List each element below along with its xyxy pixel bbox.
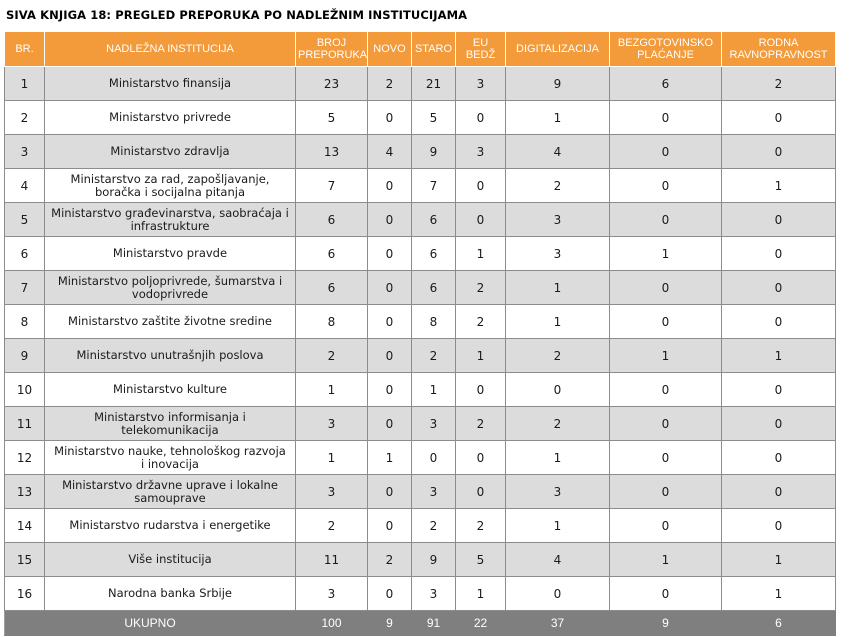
cell-institution: Ministarstvo državne uprave i lokalne samouprave [45, 475, 296, 509]
cell-bez: 0 [610, 169, 722, 203]
header-bezgotovinsko: BEZGOTOVINSKO PLAĆANJE [610, 32, 722, 67]
cell-br: 11 [5, 407, 45, 441]
cell-novo: 0 [368, 339, 412, 373]
cell-rodna: 0 [722, 101, 836, 135]
cell-dig: 1 [506, 441, 610, 475]
cell-bez: 1 [610, 543, 722, 577]
cell-institution: Ministarstvo nauke, tehnološkog razvoja i inovacija [45, 441, 296, 475]
cell-br: 1 [5, 67, 45, 101]
cell-bez: 1 [610, 339, 722, 373]
cell-dig: 1 [506, 271, 610, 305]
cell-bez: 0 [610, 305, 722, 339]
header-eu-bedz: EU BEDŽ [456, 32, 506, 67]
cell-institution: Ministarstvo finansija [45, 67, 296, 101]
cell-broj: 6 [296, 271, 368, 305]
cell-rodna: 0 [722, 373, 836, 407]
cell-broj: 23 [296, 67, 368, 101]
cell-br: 5 [5, 203, 45, 237]
table-row [5, 135, 836, 169]
table-row [5, 577, 836, 611]
cell-eu: 0 [456, 169, 506, 203]
cell-novo: 0 [368, 203, 412, 237]
cell-broj: 8 [296, 305, 368, 339]
cell-broj: 6 [296, 203, 368, 237]
cell-staro: 6 [412, 237, 456, 271]
cell-institution: Ministarstvo pravde [45, 237, 296, 271]
cell-broj: 2 [296, 339, 368, 373]
total-row [5, 611, 836, 636]
cell-rodna: 1 [722, 339, 836, 373]
cell-br: 16 [5, 577, 45, 611]
cell-rodna: 0 [722, 305, 836, 339]
table-row [5, 67, 836, 101]
cell-novo: 0 [368, 169, 412, 203]
cell-dig: 3 [506, 237, 610, 271]
cell-institution: Ministarstvo kulture [45, 373, 296, 407]
cell-bez: 0 [610, 271, 722, 305]
cell-bez: 0 [610, 407, 722, 441]
cell-rodna: 0 [722, 237, 836, 271]
cell-rodna: 2 [722, 67, 836, 101]
table-row [5, 305, 836, 339]
header-broj-preporuka: BROJ PREPORUKA [296, 32, 368, 67]
cell-dig: 1 [506, 509, 610, 543]
cell-novo: 0 [368, 271, 412, 305]
cell-institution: Ministarstvo poljoprivrede, šumarstva i vodoprivrede [45, 271, 296, 305]
cell-br: 15 [5, 543, 45, 577]
table-row [5, 441, 836, 475]
header-staro: STARO [412, 32, 456, 67]
cell-eu: 3 [456, 67, 506, 101]
table-row [5, 271, 836, 305]
cell-eu: 0 [456, 441, 506, 475]
cell-bez: 0 [610, 441, 722, 475]
cell-staro: 9 [412, 135, 456, 169]
table-row [5, 203, 836, 237]
cell-bez: 6 [610, 67, 722, 101]
cell-novo: 0 [368, 577, 412, 611]
cell-institution: Ministarstvo unutrašnjih poslova [45, 339, 296, 373]
cell-dig: 2 [506, 339, 610, 373]
cell-eu: 2 [456, 271, 506, 305]
cell-rodna: 1 [722, 543, 836, 577]
cell-eu: 3 [456, 135, 506, 169]
table-row [5, 407, 836, 441]
cell-dig: 1 [506, 101, 610, 135]
cell-rodna: 0 [722, 135, 836, 169]
cell-broj: 1 [296, 441, 368, 475]
cell-eu: 1 [456, 339, 506, 373]
header-row [5, 32, 836, 67]
cell-eu: 0 [456, 373, 506, 407]
total-novo: 9 [368, 611, 412, 636]
cell-novo: 0 [368, 101, 412, 135]
cell-novo: 4 [368, 135, 412, 169]
recommendations-table [4, 31, 836, 636]
cell-institution: Ministarstvo privrede [45, 101, 296, 135]
cell-broj: 7 [296, 169, 368, 203]
cell-institution: Ministarstvo rudarstva i energetike [45, 509, 296, 543]
cell-br: 6 [5, 237, 45, 271]
table-row [5, 373, 836, 407]
cell-broj: 3 [296, 407, 368, 441]
cell-dig: 1 [506, 305, 610, 339]
cell-novo: 0 [368, 475, 412, 509]
cell-eu: 5 [456, 543, 506, 577]
cell-bez: 1 [610, 237, 722, 271]
header-digitalizacija: DIGITALIZACIJA [506, 32, 610, 67]
total-broj: 100 [296, 611, 368, 636]
cell-novo: 0 [368, 237, 412, 271]
cell-dig: 9 [506, 67, 610, 101]
total-staro: 91 [412, 611, 456, 636]
cell-novo: 0 [368, 305, 412, 339]
total-rodna: 6 [722, 611, 836, 636]
cell-rodna: 0 [722, 441, 836, 475]
cell-dig: 0 [506, 373, 610, 407]
cell-br: 9 [5, 339, 45, 373]
cell-bez: 0 [610, 135, 722, 169]
cell-eu: 0 [456, 475, 506, 509]
cell-eu: 0 [456, 203, 506, 237]
cell-bez: 0 [610, 373, 722, 407]
cell-eu: 2 [456, 305, 506, 339]
total-label: UKUPNO [5, 611, 296, 636]
cell-staro: 3 [412, 407, 456, 441]
cell-eu: 1 [456, 577, 506, 611]
cell-br: 3 [5, 135, 45, 169]
cell-institution: Ministarstvo zaštite životne sredine [45, 305, 296, 339]
cell-novo: 2 [368, 543, 412, 577]
cell-eu: 1 [456, 237, 506, 271]
cell-staro: 6 [412, 203, 456, 237]
cell-novo: 1 [368, 441, 412, 475]
cell-br: 4 [5, 169, 45, 203]
cell-rodna: 1 [722, 169, 836, 203]
cell-rodna: 1 [722, 577, 836, 611]
cell-staro: 21 [412, 67, 456, 101]
cell-institution: Ministarstvo zdravlja [45, 135, 296, 169]
cell-broj: 2 [296, 509, 368, 543]
cell-novo: 2 [368, 67, 412, 101]
cell-broj: 13 [296, 135, 368, 169]
cell-broj: 3 [296, 577, 368, 611]
cell-institution: Ministarstvo za rad, zapošljavanje, boračka i socijalna pitanja [45, 169, 296, 203]
cell-dig: 4 [506, 543, 610, 577]
cell-staro: 6 [412, 271, 456, 305]
cell-dig: 0 [506, 577, 610, 611]
cell-dig: 2 [506, 407, 610, 441]
total-eu: 22 [456, 611, 506, 636]
cell-novo: 0 [368, 509, 412, 543]
cell-br: 13 [5, 475, 45, 509]
cell-rodna: 0 [722, 407, 836, 441]
total-dig: 37 [506, 611, 610, 636]
cell-eu: 0 [456, 101, 506, 135]
cell-staro: 0 [412, 441, 456, 475]
cell-broj: 3 [296, 475, 368, 509]
table-row [5, 339, 836, 373]
header-br: BR. [5, 32, 45, 67]
cell-dig: 3 [506, 475, 610, 509]
cell-staro: 2 [412, 339, 456, 373]
cell-broj: 5 [296, 101, 368, 135]
cell-institution: Više institucija [45, 543, 296, 577]
cell-br: 8 [5, 305, 45, 339]
cell-institution: Ministarstvo građevinarstva, saobraćaja i infrastrukture [45, 203, 296, 237]
cell-eu: 2 [456, 407, 506, 441]
total-bez: 9 [610, 611, 722, 636]
table-row [5, 169, 836, 203]
cell-rodna: 0 [722, 271, 836, 305]
cell-staro: 3 [412, 577, 456, 611]
cell-staro: 8 [412, 305, 456, 339]
table-row [5, 543, 836, 577]
table-row [5, 509, 836, 543]
cell-bez: 0 [610, 101, 722, 135]
cell-novo: 0 [368, 373, 412, 407]
cell-broj: 11 [296, 543, 368, 577]
cell-bez: 0 [610, 509, 722, 543]
cell-broj: 6 [296, 237, 368, 271]
cell-institution: Narodna banka Srbije [45, 577, 296, 611]
cell-br: 10 [5, 373, 45, 407]
cell-staro: 2 [412, 509, 456, 543]
cell-br: 7 [5, 271, 45, 305]
table-row [5, 237, 836, 271]
header-institution: NADLEŽNA INSTITUCIJA [45, 32, 296, 67]
table-row [5, 475, 836, 509]
cell-br: 12 [5, 441, 45, 475]
cell-rodna: 0 [722, 203, 836, 237]
cell-bez: 0 [610, 577, 722, 611]
cell-staro: 7 [412, 169, 456, 203]
table-title: SIVA KNJIGA 18: PREGLED PREPORUKA PO NADLEŽNIM INSTITUCIJAMA [6, 8, 468, 22]
cell-rodna: 0 [722, 475, 836, 509]
cell-staro: 5 [412, 101, 456, 135]
cell-institution: Ministarstvo informisanja i telekomunikacija [45, 407, 296, 441]
cell-bez: 0 [610, 475, 722, 509]
cell-staro: 9 [412, 543, 456, 577]
header-rodna: RODNA RAVNOPRAVNOST [722, 32, 836, 67]
cell-staro: 3 [412, 475, 456, 509]
cell-dig: 2 [506, 169, 610, 203]
cell-broj: 1 [296, 373, 368, 407]
cell-br: 2 [5, 101, 45, 135]
cell-bez: 0 [610, 203, 722, 237]
cell-dig: 4 [506, 135, 610, 169]
cell-staro: 1 [412, 373, 456, 407]
header-novo: NOVO [368, 32, 412, 67]
table-row [5, 101, 836, 135]
cell-rodna: 0 [722, 509, 836, 543]
cell-eu: 2 [456, 509, 506, 543]
cell-dig: 3 [506, 203, 610, 237]
cell-br: 14 [5, 509, 45, 543]
cell-novo: 0 [368, 407, 412, 441]
